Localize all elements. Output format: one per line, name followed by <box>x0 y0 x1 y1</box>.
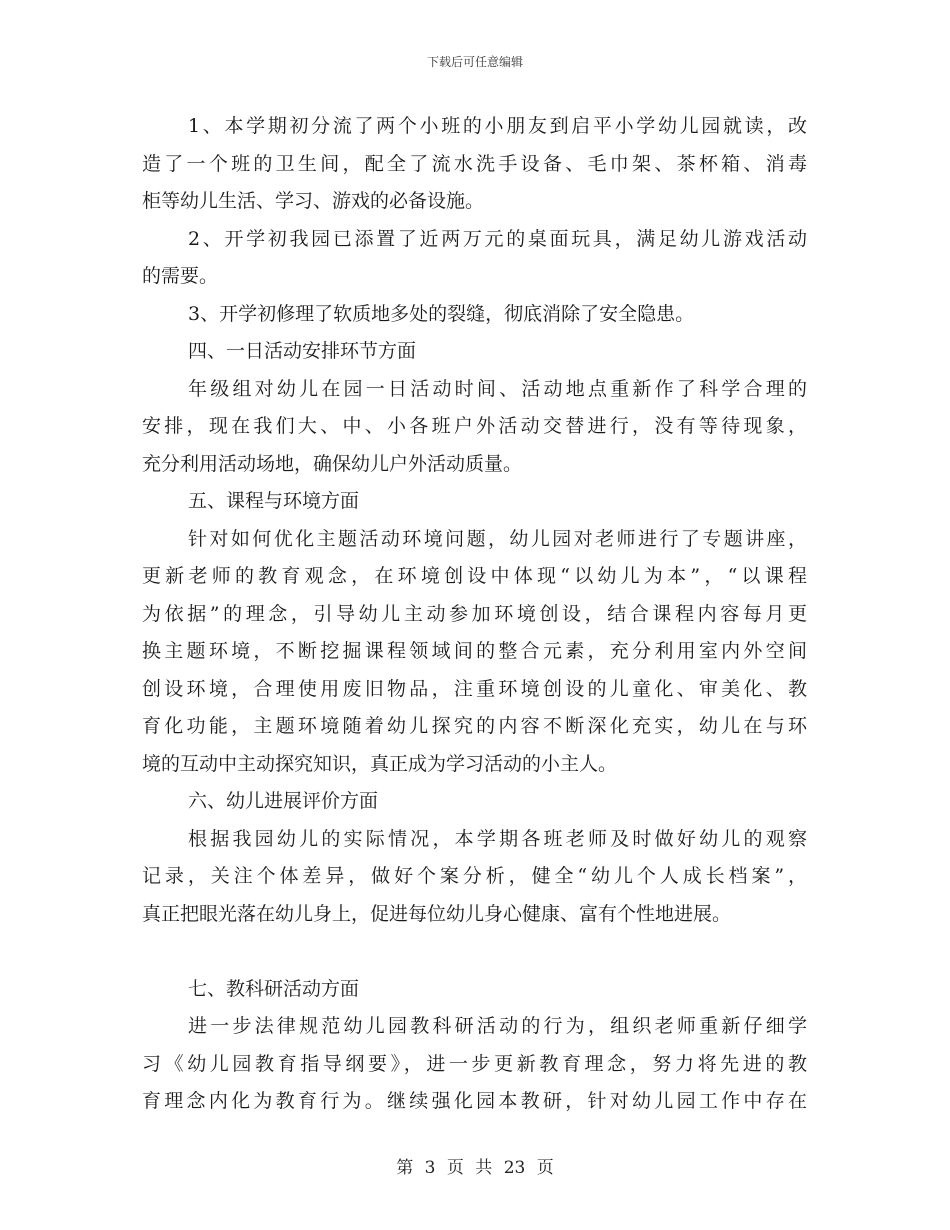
paragraph-line: 造了一个班的卫生间，配全了流水洗手设备、毛巾架、茶杯箱、消毒 <box>142 152 807 175</box>
paragraph-line: 安排，现在我们大、中、小各班户外活动交替进行，没有等待现象， <box>142 415 807 437</box>
paragraph-line: 充分利用活动场地，确保幼儿户外活动质量。 <box>142 452 523 475</box>
paragraph-line: 更新老师的教育观念，在环境创设中体现“以幼儿为本”，“以课程 <box>142 565 807 587</box>
paragraph-line: 育化功能，主题环境随着幼儿探究的内容不断深化充实，幼儿在与环 <box>142 715 807 737</box>
paragraph-line: 1、本学期初分流了两个小班的小朋友到启平小学幼儿园就读，改 <box>188 115 807 137</box>
paragraph-line: 真正把眼光落在幼儿身上，促进每位幼儿身心健康、富有个性地进展。 <box>142 902 732 925</box>
paragraph-line: 育理念内化为教育行为。继续强化园本教研，针对幼儿园工作中存在 <box>142 1090 807 1112</box>
paragraph-line: 年级组对幼儿在园一日活动时间、活动地点重新作了科学合理的 <box>188 377 807 400</box>
paragraph-line: 2、开学初我园已添置了近两万元的桌面玩具，满足幼儿游戏活动 <box>188 227 807 250</box>
paragraph-line: 根据我园幼儿的实际情况，本学期各班老师及时做好幼儿的观察 <box>188 827 807 850</box>
page-header: 下载后可任意编辑 <box>426 55 523 69</box>
paragraph-line: 境的互动中主动探究知识，真正成为学习活动的小主人。 <box>142 752 618 775</box>
paragraph-line: 柜等幼儿生活、学习、游戏的必备设施。 <box>142 190 485 212</box>
document-body <box>142 108 807 1121</box>
section-heading: 五、课程与环境方面 <box>188 490 360 512</box>
blank-line <box>142 933 807 971</box>
paragraph-line: 创设环境，合理使用废旧物品，注重环境创设的儿童化、审美化、教 <box>142 677 807 700</box>
paragraph-line: 3、开学初修理了软质地多处的裂缝，彻底消除了安全隐患。 <box>188 302 695 325</box>
paragraph-line: 换主题环境，不断挖掘课程领域间的整合元素，充分利用室内外空间 <box>142 640 807 662</box>
paragraph-line: 习《幼儿园教育指导纲要》，进一步更新教育理念，努力将先进的教 <box>142 1052 807 1075</box>
paragraph-line: 的需要。 <box>142 265 219 287</box>
section-heading: 七、教科研活动方面 <box>188 977 360 1000</box>
paragraph-line: 进一步法律规范幼儿园教科研活动的行为，组织老师重新仔细学 <box>188 1015 807 1037</box>
section-heading: 四、一日活动安排环节方面 <box>188 340 417 362</box>
page-footer: 第 3 页 共 23 页 <box>396 1158 554 1178</box>
section-heading: 六、幼儿进展评价方面 <box>188 790 379 812</box>
paragraph-line: 为依据”的理念，引导幼儿主动参加环境创设，结合课程内容每月更 <box>142 602 807 625</box>
paragraph-line: 记录，关注个体差异，做好个案分析，健全“幼儿个人成长档案”， <box>142 865 807 887</box>
paragraph-line: 针对如何优化主题活动环境问题，幼儿园对老师进行了专题讲座， <box>188 527 807 550</box>
